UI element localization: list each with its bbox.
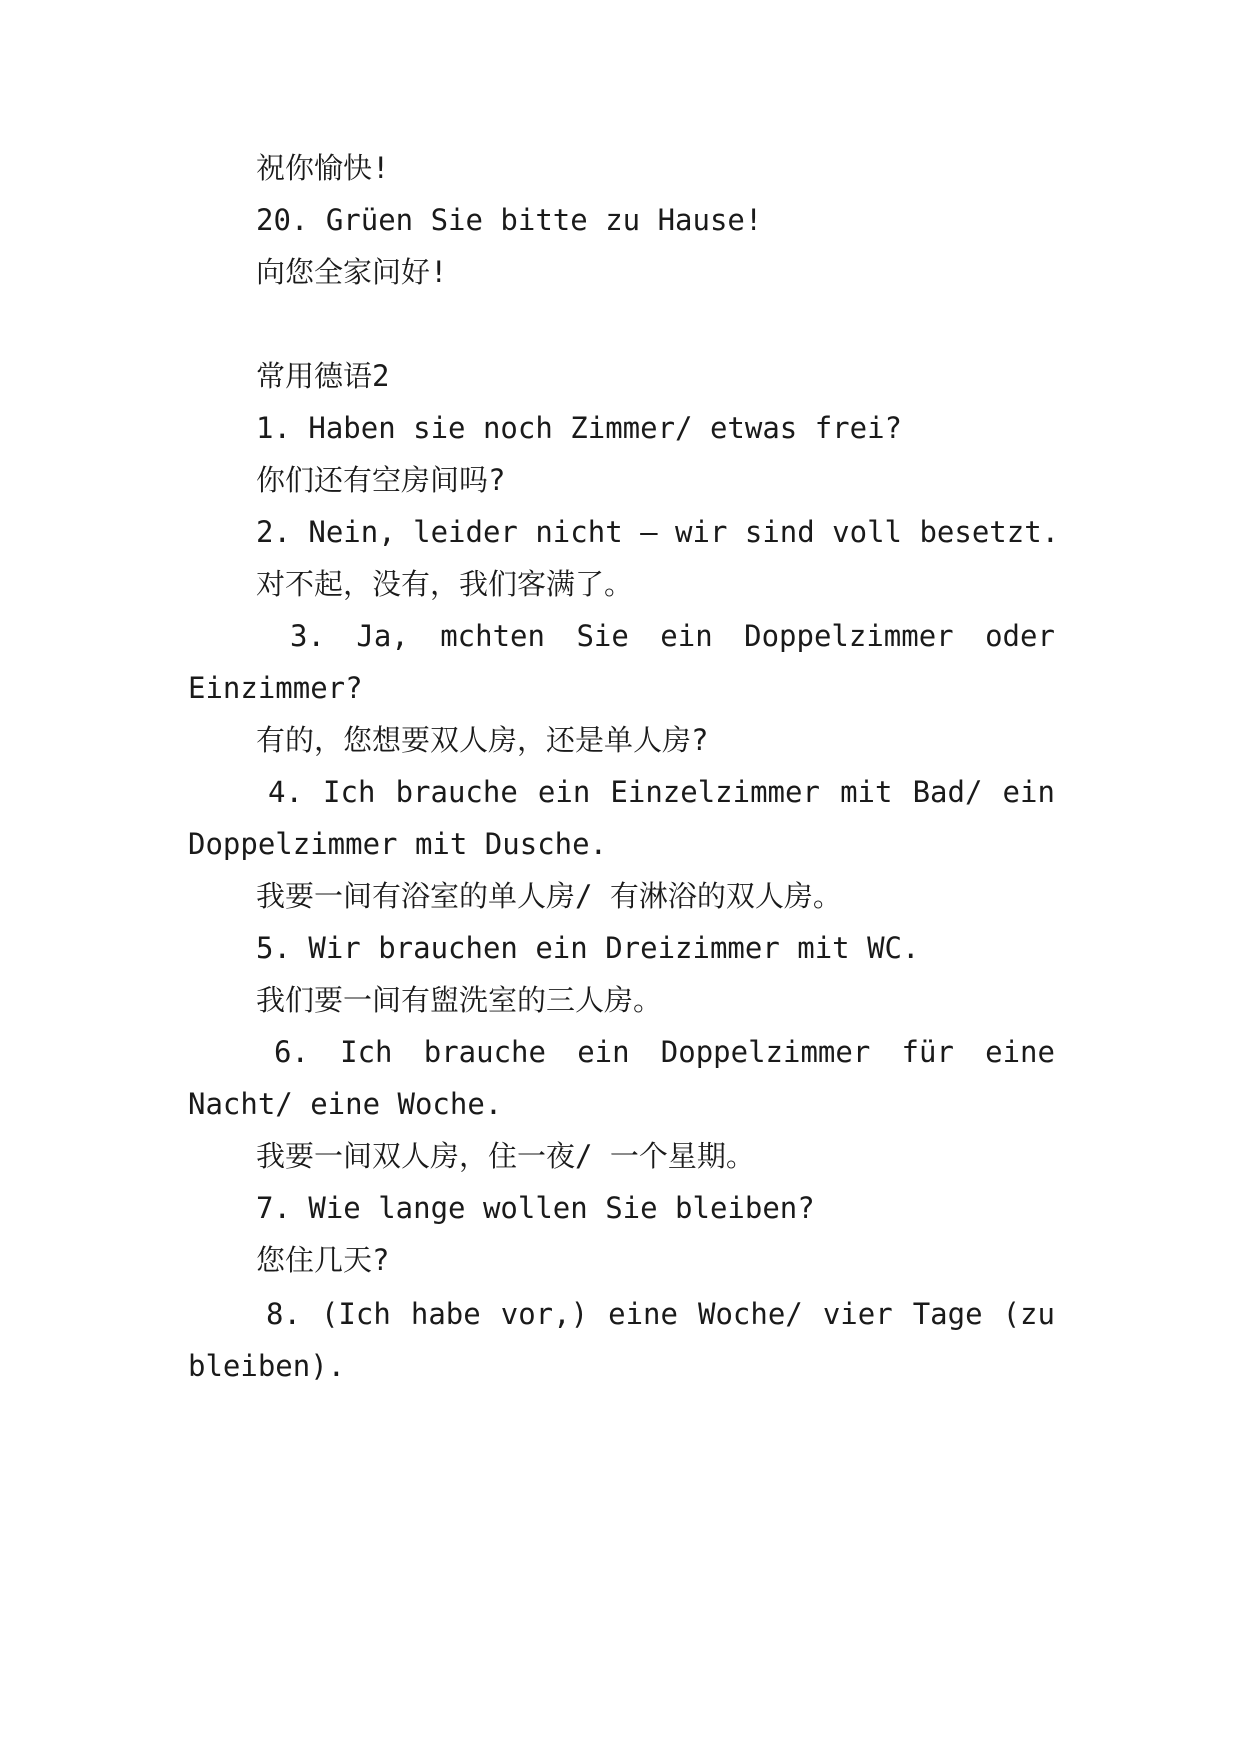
- word: (zu: [1002, 1297, 1055, 1331]
- word: eine: [985, 1035, 1055, 1069]
- justified-line: [0, 616, 1241, 656]
- word: 8.: [266, 1297, 301, 1331]
- section-heading: 常用德语2: [256, 359, 390, 393]
- text-line: Nacht/ eine Woche.: [188, 1087, 503, 1121]
- word: Ich: [323, 775, 376, 809]
- word: vor,): [500, 1297, 589, 1331]
- word: mit: [840, 775, 893, 809]
- text-line: 祝你愉快!: [256, 151, 390, 185]
- word: für: [901, 1035, 954, 1069]
- word: eine: [608, 1297, 678, 1331]
- word: Tage: [912, 1297, 983, 1331]
- text-line: 20. Grüen Sie bitte zu Hause!: [256, 203, 763, 237]
- word: Doppelzimmer: [660, 1035, 871, 1069]
- word: habe: [410, 1297, 481, 1331]
- text-line: Einzimmer?: [188, 671, 363, 705]
- text-line: 5. Wir brauchen ein Dreizimmer mit WC.: [256, 931, 920, 965]
- text-line: 我要一间双人房，住一夜/ 一个星期。: [256, 1139, 755, 1173]
- word: Ich: [340, 1035, 393, 1069]
- word: mchten: [440, 619, 545, 653]
- word: Bad/: [912, 775, 983, 809]
- text-line: 您住几天?: [256, 1243, 390, 1277]
- word: 6.: [274, 1035, 309, 1069]
- word: ein: [660, 619, 713, 653]
- text-line: 我们要一间有盥洗室的三人房。: [256, 983, 663, 1017]
- word: Einzelzimmer: [610, 775, 820, 809]
- word: vier: [822, 1297, 893, 1331]
- word: brauche: [423, 1035, 546, 1069]
- text-line: 向您全家问好!: [256, 255, 448, 289]
- text-line: 1. Haben sie noch Zimmer/ etwas frei?: [256, 411, 903, 445]
- word: Woche/: [698, 1297, 803, 1331]
- word: Sie: [576, 619, 629, 653]
- word: ein: [577, 1035, 630, 1069]
- justified-line: [0, 1032, 1241, 1072]
- text-line: 你们还有空房间吗?: [256, 463, 506, 497]
- text-line: 我要一间有浴室的单人房/ 有淋浴的双人房。: [256, 879, 842, 913]
- word: 4.: [268, 775, 303, 809]
- word: oder: [985, 619, 1055, 653]
- word: ein: [537, 775, 591, 809]
- word: Doppelzimmer: [744, 619, 954, 653]
- justified-line: [0, 1294, 1241, 1334]
- word: Ja,: [356, 619, 409, 653]
- word: ein: [1002, 775, 1055, 809]
- word: 3.: [290, 619, 325, 653]
- word: brauche: [395, 775, 518, 809]
- text-line: Doppelzimmer mit Dusche.: [188, 827, 608, 861]
- text-line: 2. Nein, leider nicht – wir sind voll besetzt.: [256, 515, 1060, 549]
- text-line: bleiben).: [188, 1349, 346, 1383]
- text-line: 7. Wie lange wollen Sie bleiben?: [256, 1191, 815, 1225]
- text-line: 对不起，没有，我们客满了。: [256, 567, 634, 601]
- word: (Ich: [320, 1297, 391, 1331]
- justified-line: [0, 772, 1241, 812]
- text-line: 有的，您想要双人房，还是单人房?: [256, 723, 709, 757]
